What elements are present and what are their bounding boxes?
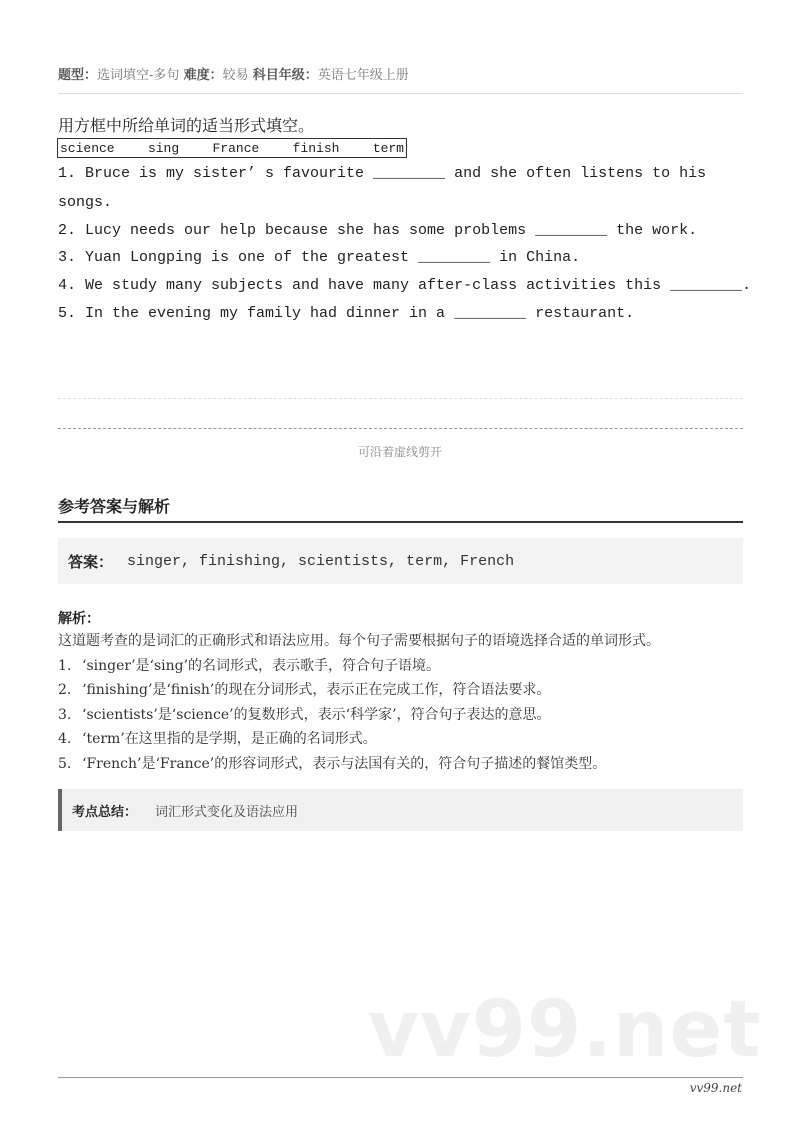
item-text: ‘singer’是‘sing’的名词形式，表示歌手，符合句子语境。	[82, 658, 441, 674]
type-value: 选词填空-多句	[97, 68, 180, 83]
item-text: ‘finishing’是‘finish’的现在分词形式，表示正在完成工作，符合语法要求。	[82, 682, 551, 698]
item-text: ‘French’是‘France’的形容词形式，表示与法国有关的，符合句子描述的餐馆类型。	[82, 756, 607, 772]
question-3: 3. Yuan Longping is one of the greatest ________ in China.	[58, 249, 581, 266]
analysis-intro: 这道题考查的是词汇的正确形式和语法应用。每个句子需要根据句子的语境选择合适的单词形式。	[58, 633, 660, 649]
watermark: vv99.net	[368, 985, 762, 1075]
question-1: 1. Bruce is my sister’ s favourite ________ and she often listens to his	[58, 165, 707, 182]
summary-value: 词汇形式变化及语法应用	[155, 804, 299, 820]
word-box	[57, 138, 407, 158]
analysis-item	[58, 704, 551, 724]
summary-label: 考点总结：	[72, 804, 138, 820]
word: finish	[292, 140, 340, 156]
item-text: ‘term’在这里指的是学期，是正确的名词形式。	[82, 731, 377, 747]
word: science	[60, 140, 115, 156]
instruction: 用方框中所给单词的适当形式填空。	[58, 116, 315, 135]
difficulty-label: 难度：	[183, 68, 223, 83]
item-number: 4.	[58, 731, 72, 747]
answer-label: 答案：	[68, 552, 114, 571]
subject-value: 英语七年级上册	[317, 68, 409, 83]
footer-site: vv99.net	[689, 1081, 742, 1095]
analysis-label: 解析：	[58, 611, 100, 627]
section-divider	[58, 521, 743, 523]
analysis-item	[58, 679, 550, 699]
item-number: 2.	[58, 682, 72, 698]
type-label: 题型：	[58, 68, 98, 83]
word: term	[372, 140, 404, 156]
analysis-item	[58, 728, 377, 748]
divider	[58, 93, 743, 94]
answer-value: singer, finishing, scientists, term, French	[127, 552, 515, 570]
footer-divider	[58, 1077, 743, 1078]
question-meta	[58, 64, 409, 83]
difficulty-value: 较易	[222, 68, 249, 83]
item-number: 1.	[58, 658, 72, 674]
question-5: 5. In the evening my family had dinner in a ________ restaurant.	[58, 305, 635, 322]
cut-hint: 可沿着虚线剪开	[357, 445, 442, 459]
item-text: ‘scientists’是‘science’的复数形式，表示‘科学家’，符合句子表达的意思。	[82, 707, 551, 723]
summary-box	[58, 789, 743, 831]
word: France	[212, 140, 260, 156]
section-title: 参考答案与解析	[58, 497, 171, 516]
analysis-item	[58, 753, 606, 773]
word: sing	[147, 140, 180, 156]
item-number: 3.	[58, 707, 72, 723]
dashed-divider	[58, 398, 743, 399]
subject-label: 科目年级：	[252, 68, 318, 83]
answer-box	[58, 538, 743, 584]
analysis-item	[58, 655, 440, 675]
item-number: 5.	[58, 756, 72, 772]
question-4: 4. We study many subjects and have many after-class activities this ________.	[58, 277, 752, 294]
question-1-cont: songs.	[58, 194, 113, 211]
question-2: 2. Lucy needs our help because she has some problems ________ the work.	[58, 222, 698, 239]
cut-line	[58, 428, 743, 429]
